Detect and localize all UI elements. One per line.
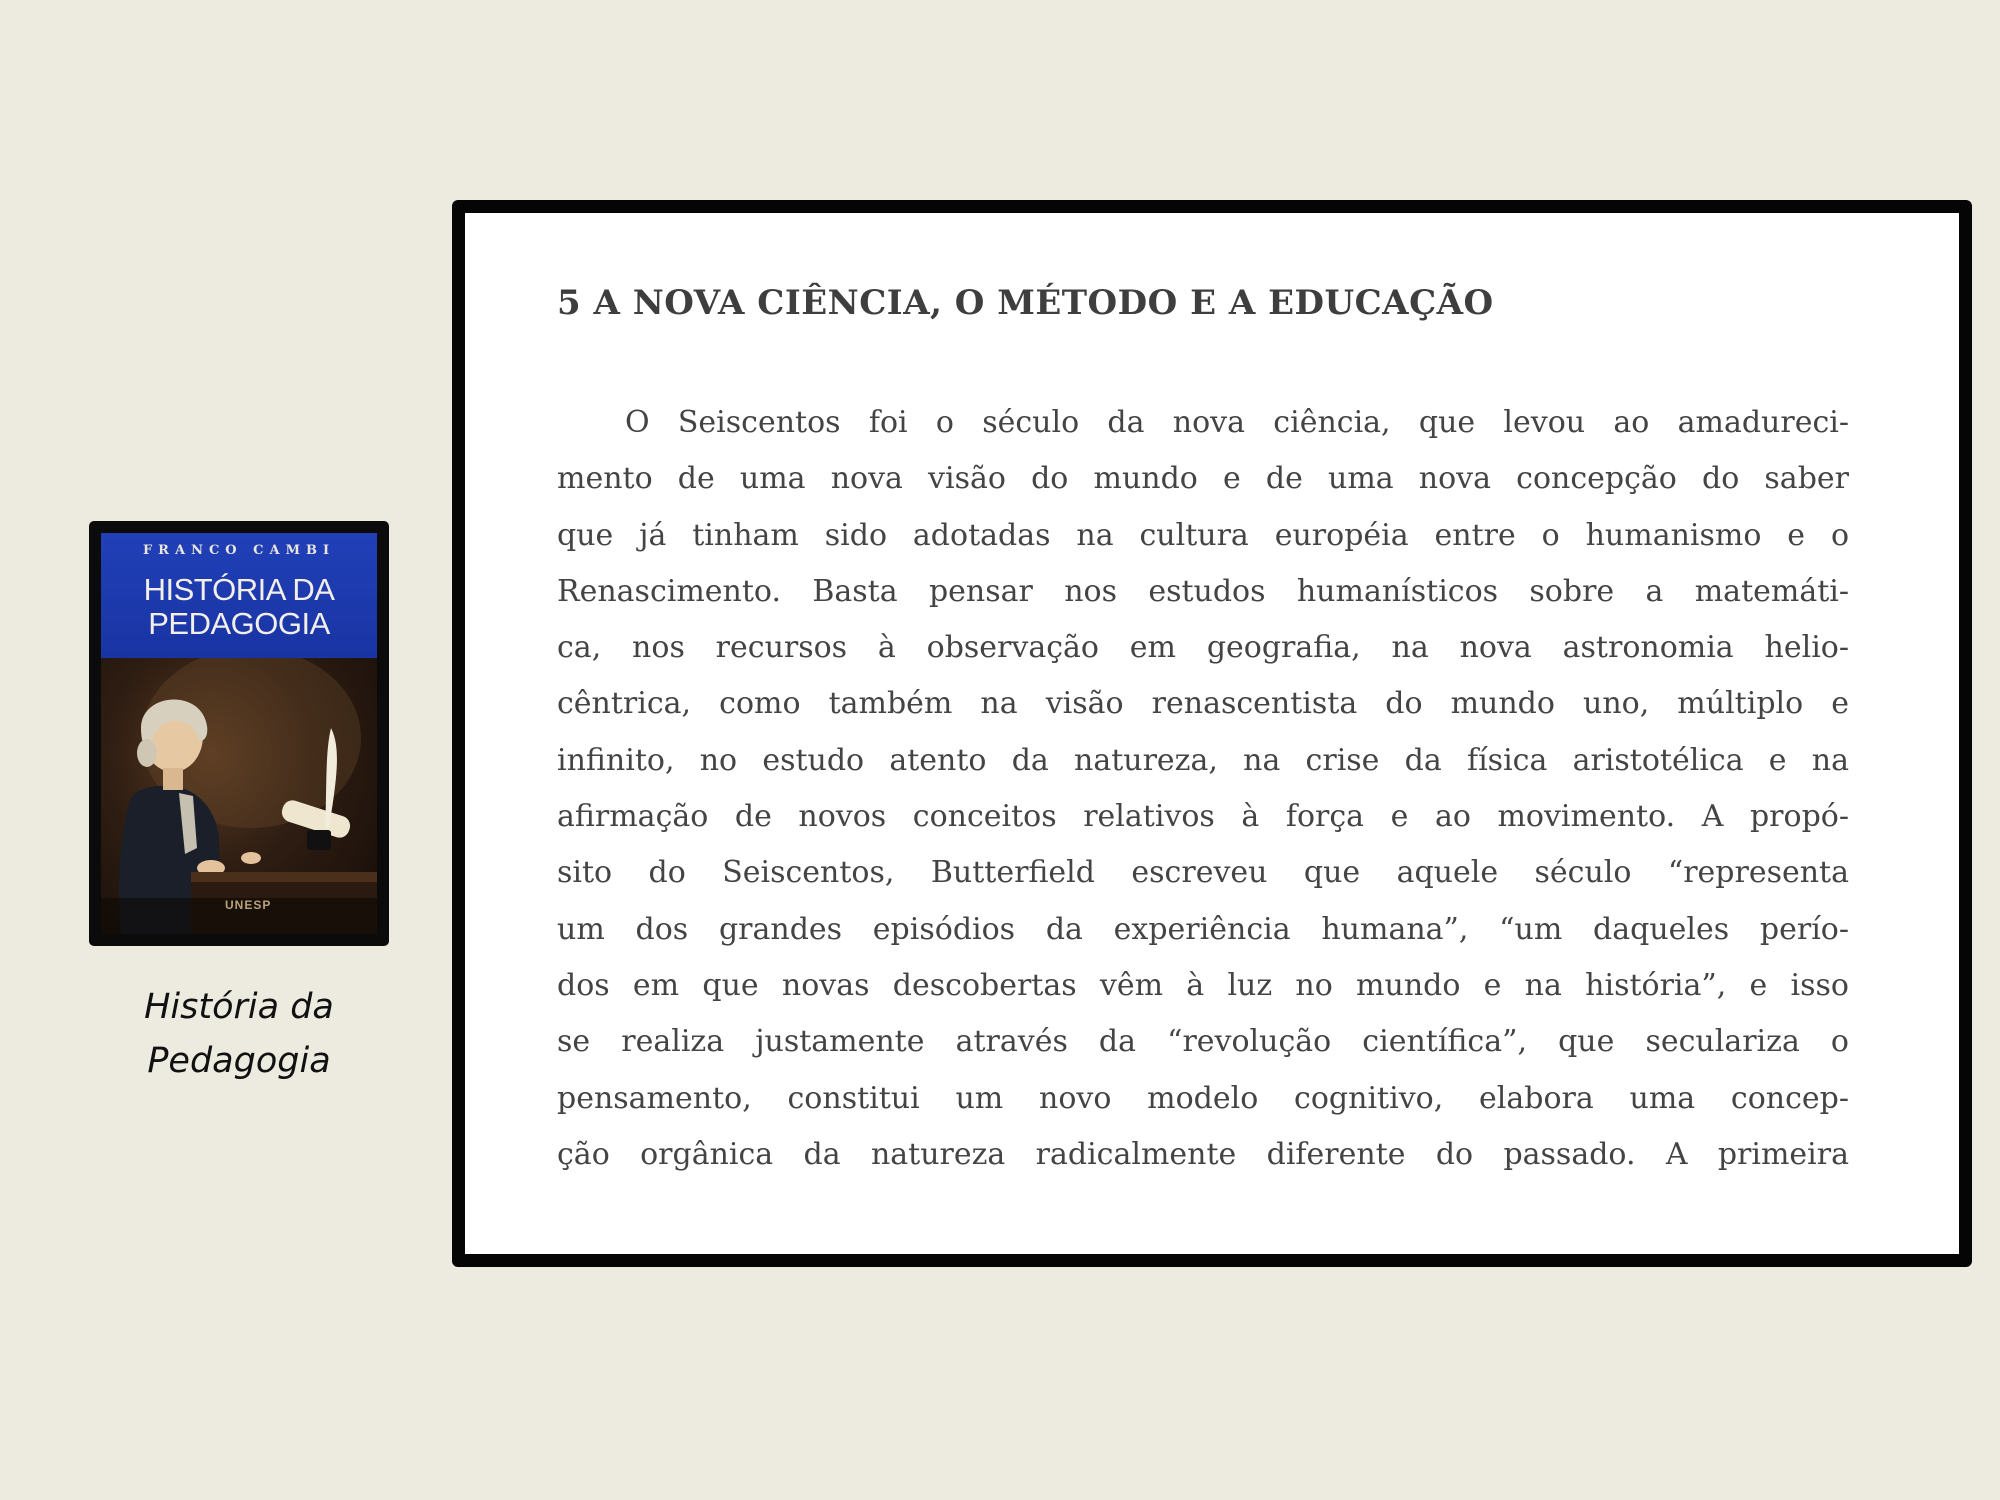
publisher-logo: UNESP [225,898,272,912]
book-cover-painting [101,658,377,934]
paragraph-line: ca, nos recursos à observação em geografia, na nova astronomia helio- [557,630,1849,666]
scanned-page [557,283,1849,1183]
book-cover-image [89,521,389,946]
book-title [101,573,377,641]
book-title-line-1: HISTÓRIA DA [143,572,335,607]
paragraph-line: se realiza justamente através da “revolução científica”, que seculariza o [557,1024,1849,1060]
book-title-line-2: PEDAGOGIA [148,606,330,641]
book-cover-header [101,533,377,658]
paragraph-line: pensamento, constitui um novo modelo cognitivo, elabora uma concep- [557,1080,1849,1116]
painting-illustration [101,658,377,934]
paragraph-line: cêntrica, como também na visão renascentista do mundo uno, múltiplo e [557,686,1849,722]
book-cover-inner [101,533,377,934]
book-author: FRANCO CAMBI [142,543,336,558]
book-caption [89,980,389,1088]
paragraph-line: O Seiscentos foi o século da nova ciência, que levou ao amadureci- [625,405,1849,440]
section-heading: 5 A NOVA CIÊNCIA, O MÉTODO E A EDUCAÇÃO [557,283,1494,323]
paragraph-line: dos em que novas descobertas vêm à luz no mundo e na história”, e isso [557,967,1849,1003]
paragraph-line: Renascimento. Basta pensar nos estudos humanísticos sobre a matemáti- [557,573,1849,609]
book-caption-line-2: Pedagogia [147,1041,331,1081]
scanned-page-frame [452,200,1972,1267]
book-caption-line-1: História da [144,987,334,1027]
paragraph-line: um dos grandes episódios da experiência humana”, “um daqueles perío- [557,911,1849,947]
paragraph-line: sito do Seiscentos, Butterfield escreveu que aquele século “representa [557,855,1849,891]
body-paragraph [557,395,1849,1183]
paragraph-line: afirmação de novos conceitos relativos à força e ao movimento. A propó- [557,799,1849,835]
paragraph-line: ção orgânica da natureza radicalmente diferente do passado. A primeira [557,1136,1849,1172]
paragraph-line: infinito, no estudo atento da natureza, na crise da física aristotélica e na [557,742,1849,778]
paragraph-line: que já tinham sido adotadas na cultura européia entre o humanismo e o [557,517,1849,553]
paragraph-line: mento de uma nova visão do mundo e de uma nova concepção do saber [557,461,1849,497]
